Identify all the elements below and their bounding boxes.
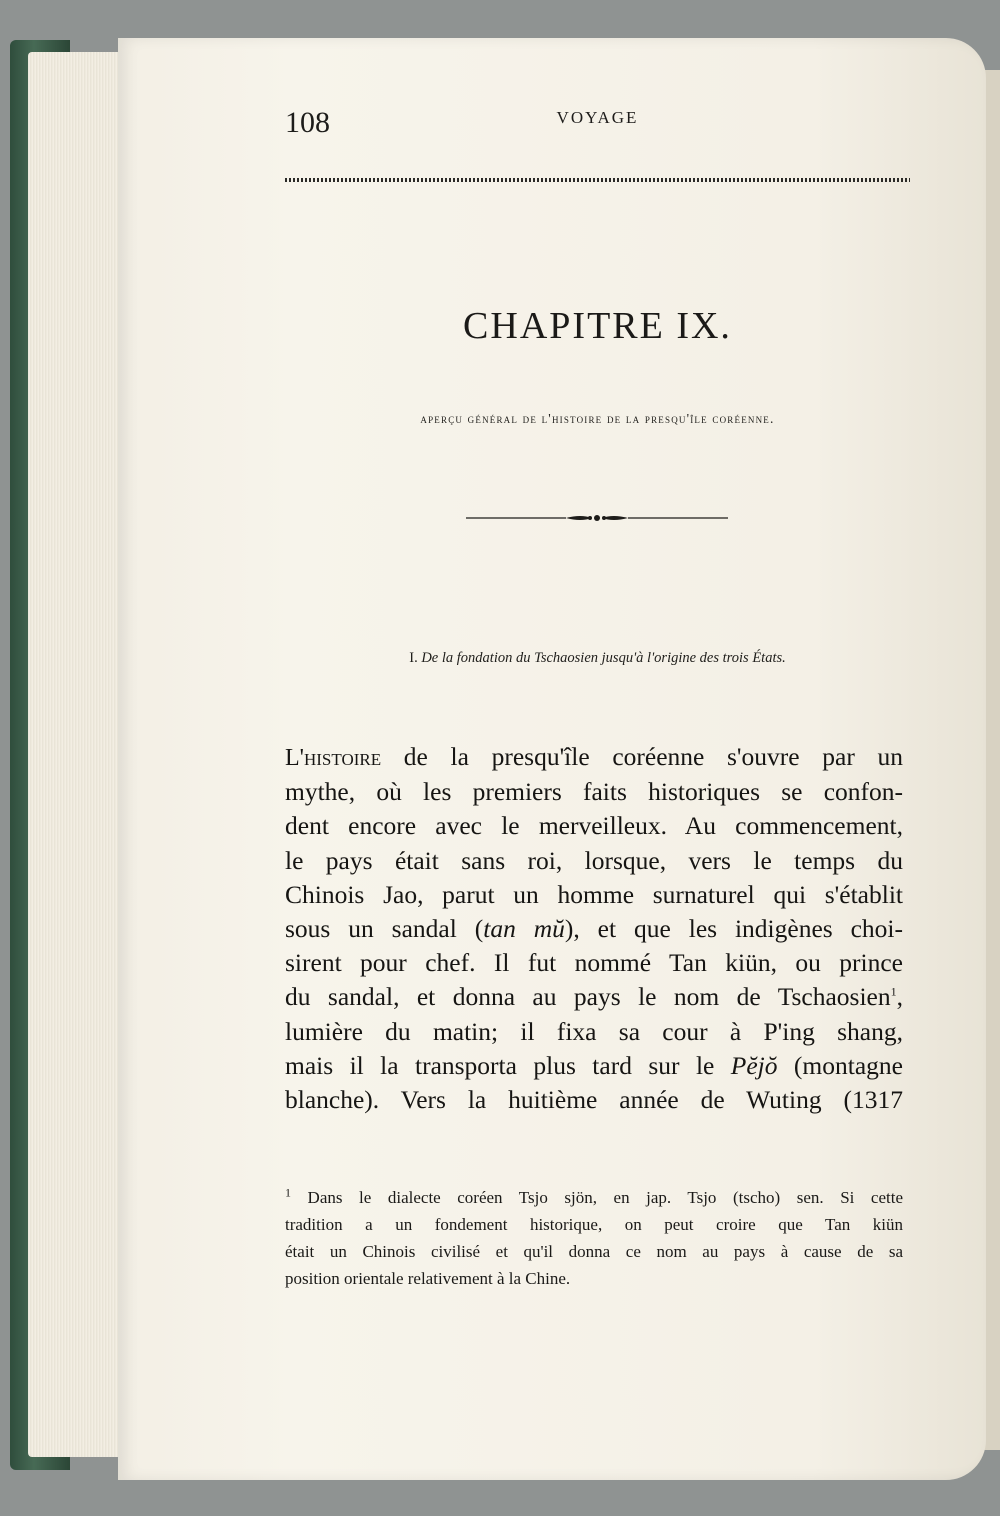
body-line: blanche). Vers la huitième année de Wuting (1317	[285, 1085, 903, 1115]
body-line: mythe, où les premiers faits historiques se confon-	[285, 777, 903, 807]
footnote-line: $^1$ Dans le dialecte coréen Tsjo sjön, en jap. Tsjo (tscho) sen. Si cette	[285, 1185, 903, 1207]
chapter-title: CHAPITRE IX.	[463, 305, 732, 347]
running-header	[285, 100, 910, 140]
footnote-ref: 1	[890, 984, 897, 999]
running-title: VOYAGE	[556, 108, 639, 127]
body-line: sirent pour chef. Il fut nommé Tan kiün, ou prince	[285, 948, 903, 978]
section-number: I.	[409, 650, 418, 666]
body-line: lumière du matin; il fixa sa cour à P'ing shang,	[285, 1016, 903, 1046]
footnote-marker: 1	[285, 1185, 291, 1200]
body-line: dent encore avec le merveilleux. Au commencement,	[285, 811, 903, 841]
body-line: mais il la transporta plus tard sur le Pĕjŏ (montagne	[285, 1050, 903, 1080]
opening-small-caps: L'histoire	[285, 745, 382, 771]
body-line: L'histoire de la presqu'île coréenne s'ouvre par un	[285, 742, 903, 771]
section-heading	[285, 650, 910, 667]
body-line: Chinois Jao, parut un homme surnaturel qui s'établit	[285, 879, 903, 909]
page-number: 108	[285, 106, 330, 139]
body-line: le pays était sans roi, lorsque, vers le temps du	[285, 845, 903, 875]
body-line: du sandal, et donna au pays le nom de Tschaosien$^1$,	[285, 982, 903, 1012]
section-title: De la fondation du Tschaosien jusqu'à l'origine des trois États.	[421, 650, 786, 666]
italic-term: Pĕjŏ	[730, 1050, 778, 1080]
footnote-line: tradition a un fondement historique, on peut croire que Tan kiün	[285, 1215, 903, 1234]
chapter-subtitle: aperçu général de l'histoire de la presqu'île coréenne.	[420, 411, 775, 426]
body-text	[285, 740, 903, 1117]
dotted-rule	[285, 178, 910, 182]
ornament-divider	[466, 510, 728, 526]
italic-term: tan mŭ	[483, 914, 565, 944]
body-line: sous un sandal (tan mŭ), et que les indigènes choi-	[285, 914, 904, 944]
footnote-line: position orientale relativement à la Chine.	[285, 1269, 571, 1288]
footnote	[285, 1184, 903, 1292]
footnote-line: était un Chinois civilisé et qu'il donna ce nom au pays à cause de sa	[285, 1242, 903, 1261]
